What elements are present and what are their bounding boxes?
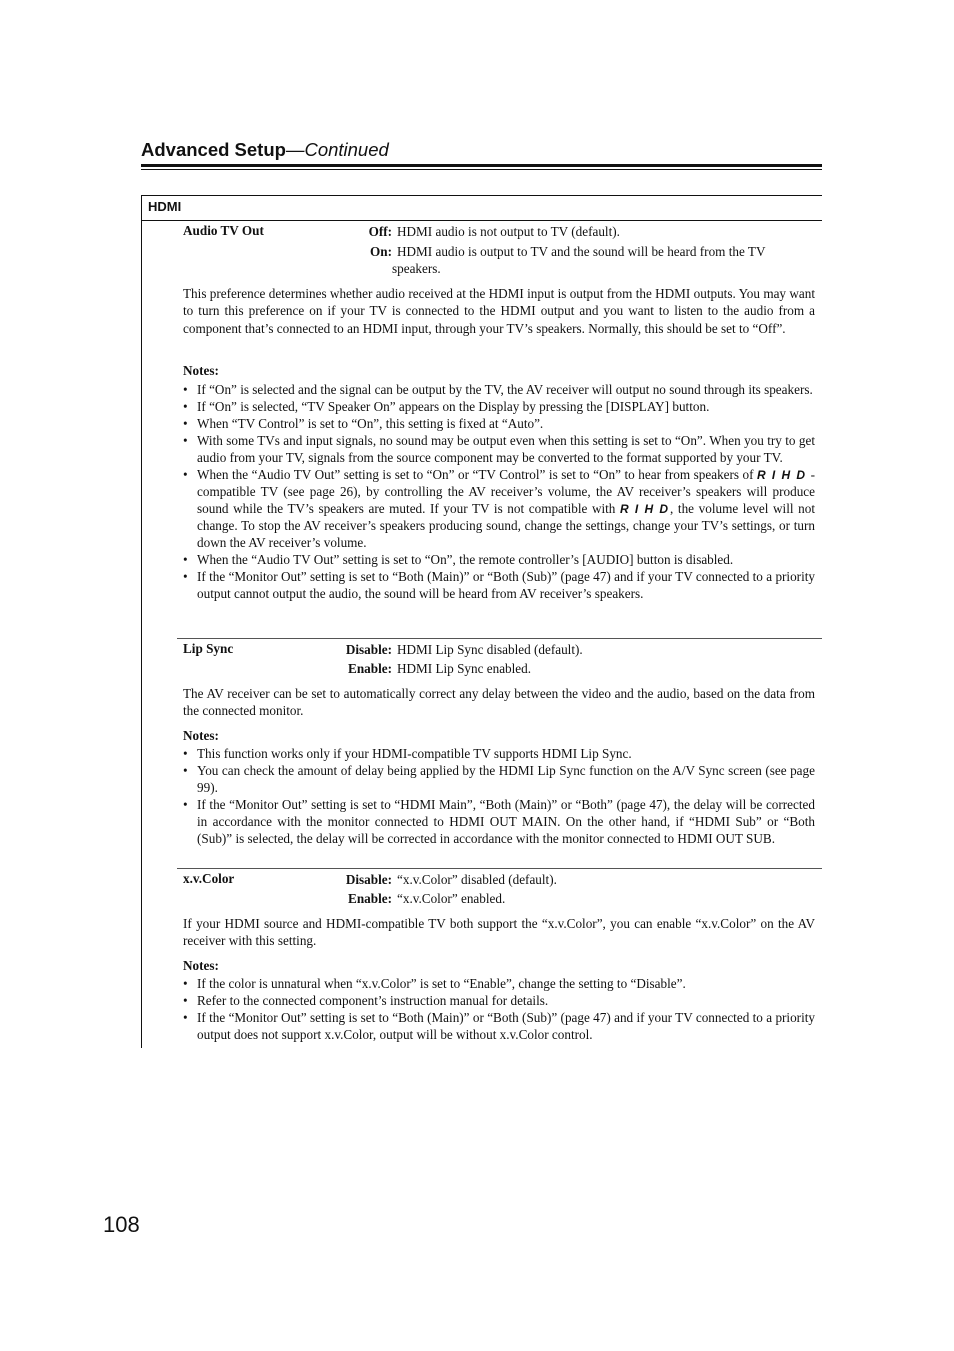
description-paragraph: If your HDMI source and HDMI-compatible TV both support the “x.v.Color”, you can enable “x.v.Color” on the AV receiver with this setting. bbox=[183, 916, 815, 949]
option-key: Disable: bbox=[345, 642, 392, 657]
list-item: • Refer to the connected component’s instruction manual for details. bbox=[183, 992, 815, 1009]
rihd-logo-text: RIHD bbox=[757, 469, 806, 480]
option-desc: “x.v.Color” disabled (default). bbox=[397, 872, 557, 887]
subsection-rule bbox=[177, 638, 822, 639]
option-desc: HDMI audio is output to TV and the sound will be heard from the TV bbox=[397, 244, 766, 259]
list-item: • If “On” is selected and the signal can be output by the TV, the AV receiver will output no sound through its speakers. bbox=[183, 381, 815, 398]
option-desc: HDMI Lip Sync enabled. bbox=[397, 661, 532, 676]
setting-name-audio-tv-out: Audio TV Out bbox=[183, 223, 264, 238]
notes-heading: Notes: bbox=[183, 363, 219, 378]
header-title: Advanced Setup bbox=[141, 139, 286, 160]
description-paragraph: The AV receiver can be set to automatically correct any delay between the video and the audio, based on the data from the connected monitor. bbox=[183, 686, 815, 719]
option-key: On: bbox=[370, 244, 392, 259]
notes-list bbox=[183, 381, 815, 602]
list-item: • If the “Monitor Out” setting is set to “HDMI Main”, “Both (Main)” or “Both” (page 47), the delay will be corrected in accordance with the monitor connected to HDMI OUT MAIN. On the other hand, if “HDMI Sub” or “Both (Sub)” is selected, the delay will be corrected in accordance with the monitor connected to HDMI OUT SUB. bbox=[183, 796, 815, 847]
note-text: -compatible TV (see page 26), by controlling the AV receiver’s volume, the AV receiver’s speakers will produce sound while the TV’s speakers are muted. If your TV is not compatible with bbox=[197, 467, 816, 516]
option-desc: HDMI audio is not output to TV (default). bbox=[397, 224, 620, 239]
header-rule-thin bbox=[141, 169, 822, 170]
header-rule bbox=[141, 164, 822, 167]
notes-heading: Notes: bbox=[183, 728, 219, 743]
option-key: Enable: bbox=[348, 661, 392, 676]
setting-name-lip-sync: Lip Sync bbox=[183, 641, 234, 656]
section-left-rule bbox=[141, 195, 142, 1048]
section-title: HDMI bbox=[148, 199, 182, 214]
rihd-logo bbox=[620, 503, 670, 514]
note-text: , the volume level will not change. To stop the AV receiver’s speakers producing sound, change the settings, change your TV’s settings, or turn down the AV receiver’s volume. bbox=[197, 501, 815, 550]
rihd-logo bbox=[757, 469, 807, 480]
option-desc: HDMI Lip Sync disabled (default). bbox=[397, 642, 583, 657]
list-item bbox=[183, 466, 815, 551]
section-top-rule bbox=[141, 195, 822, 196]
option-key: Disable: bbox=[345, 872, 392, 887]
setting-name-xvcolor: x.v.Color bbox=[183, 871, 235, 886]
rihd-logo-text: RIHD bbox=[620, 503, 669, 514]
subsection-rule bbox=[177, 868, 822, 869]
description-paragraph: This preference determines whether audio received at the HDMI input is output from the HDMI outputs. You may want to turn this preference on if your TV is connected to the HDMI output and you want to listen to the audio from a component that’s connected to an HDMI input, through your TV’s speakers. Normally, this should be set to “Off”. bbox=[183, 286, 815, 336]
notes-list bbox=[183, 975, 815, 1043]
list-item: • If the “Monitor Out” setting is set to “Both (Main)” or “Both (Sub)” (page 47) and if your TV connected to a priority output does not support x.v.Color, output will be without x.v.Color control. bbox=[183, 1009, 815, 1043]
page-number: 108 bbox=[103, 1212, 140, 1237]
option-key: Off: bbox=[368, 224, 392, 239]
option-desc: “x.v.Color” enabled. bbox=[397, 891, 506, 906]
list-item: • When “TV Control” is set to “On”, this setting is fixed at “Auto”. bbox=[183, 415, 815, 432]
option-key: Enable: bbox=[348, 891, 392, 906]
section-title-rule bbox=[141, 220, 822, 221]
list-item: • If “On” is selected, “TV Speaker On” appears on the Display by pressing the [DISPLAY] button. bbox=[183, 398, 815, 415]
list-item: • This function works only if your HDMI-compatible TV supports HDMI Lip Sync. bbox=[183, 745, 815, 762]
list-item: • If the “Monitor Out” setting is set to “Both (Main)” or “Both (Sub)” (page 47) and if your TV connected to a priority output cannot output the audio, the sound will be heard from AV receiver’s speakers. bbox=[183, 568, 815, 602]
header-continued: —Continued bbox=[285, 139, 389, 160]
list-item: • If the color is unnatural when “x.v.Color” is set to “Enable”, change the setting to “Disable”. bbox=[183, 975, 815, 992]
page-header bbox=[141, 139, 822, 161]
note-text: When the “Audio TV Out” setting is set to “On” or “TV Control” is set to “On” to hear from speakers of bbox=[197, 467, 754, 482]
option-desc-cont: speakers. bbox=[392, 261, 441, 276]
list-item: • With some TVs and input signals, no sound may be output even when this setting is set to “On”. When you try to get audio from your TV, signals from the source component may be converted to the format supported by your TV. bbox=[183, 432, 815, 466]
list-item: • When the “Audio TV Out” setting is set to “On”, the remote controller’s [AUDIO] button is disabled. bbox=[183, 551, 815, 568]
notes-list bbox=[183, 745, 815, 847]
notes-heading: Notes: bbox=[183, 958, 219, 973]
list-item: • You can check the amount of delay being applied by the HDMI Lip Sync function on the A/V Sync screen (see page 99). bbox=[183, 762, 815, 796]
